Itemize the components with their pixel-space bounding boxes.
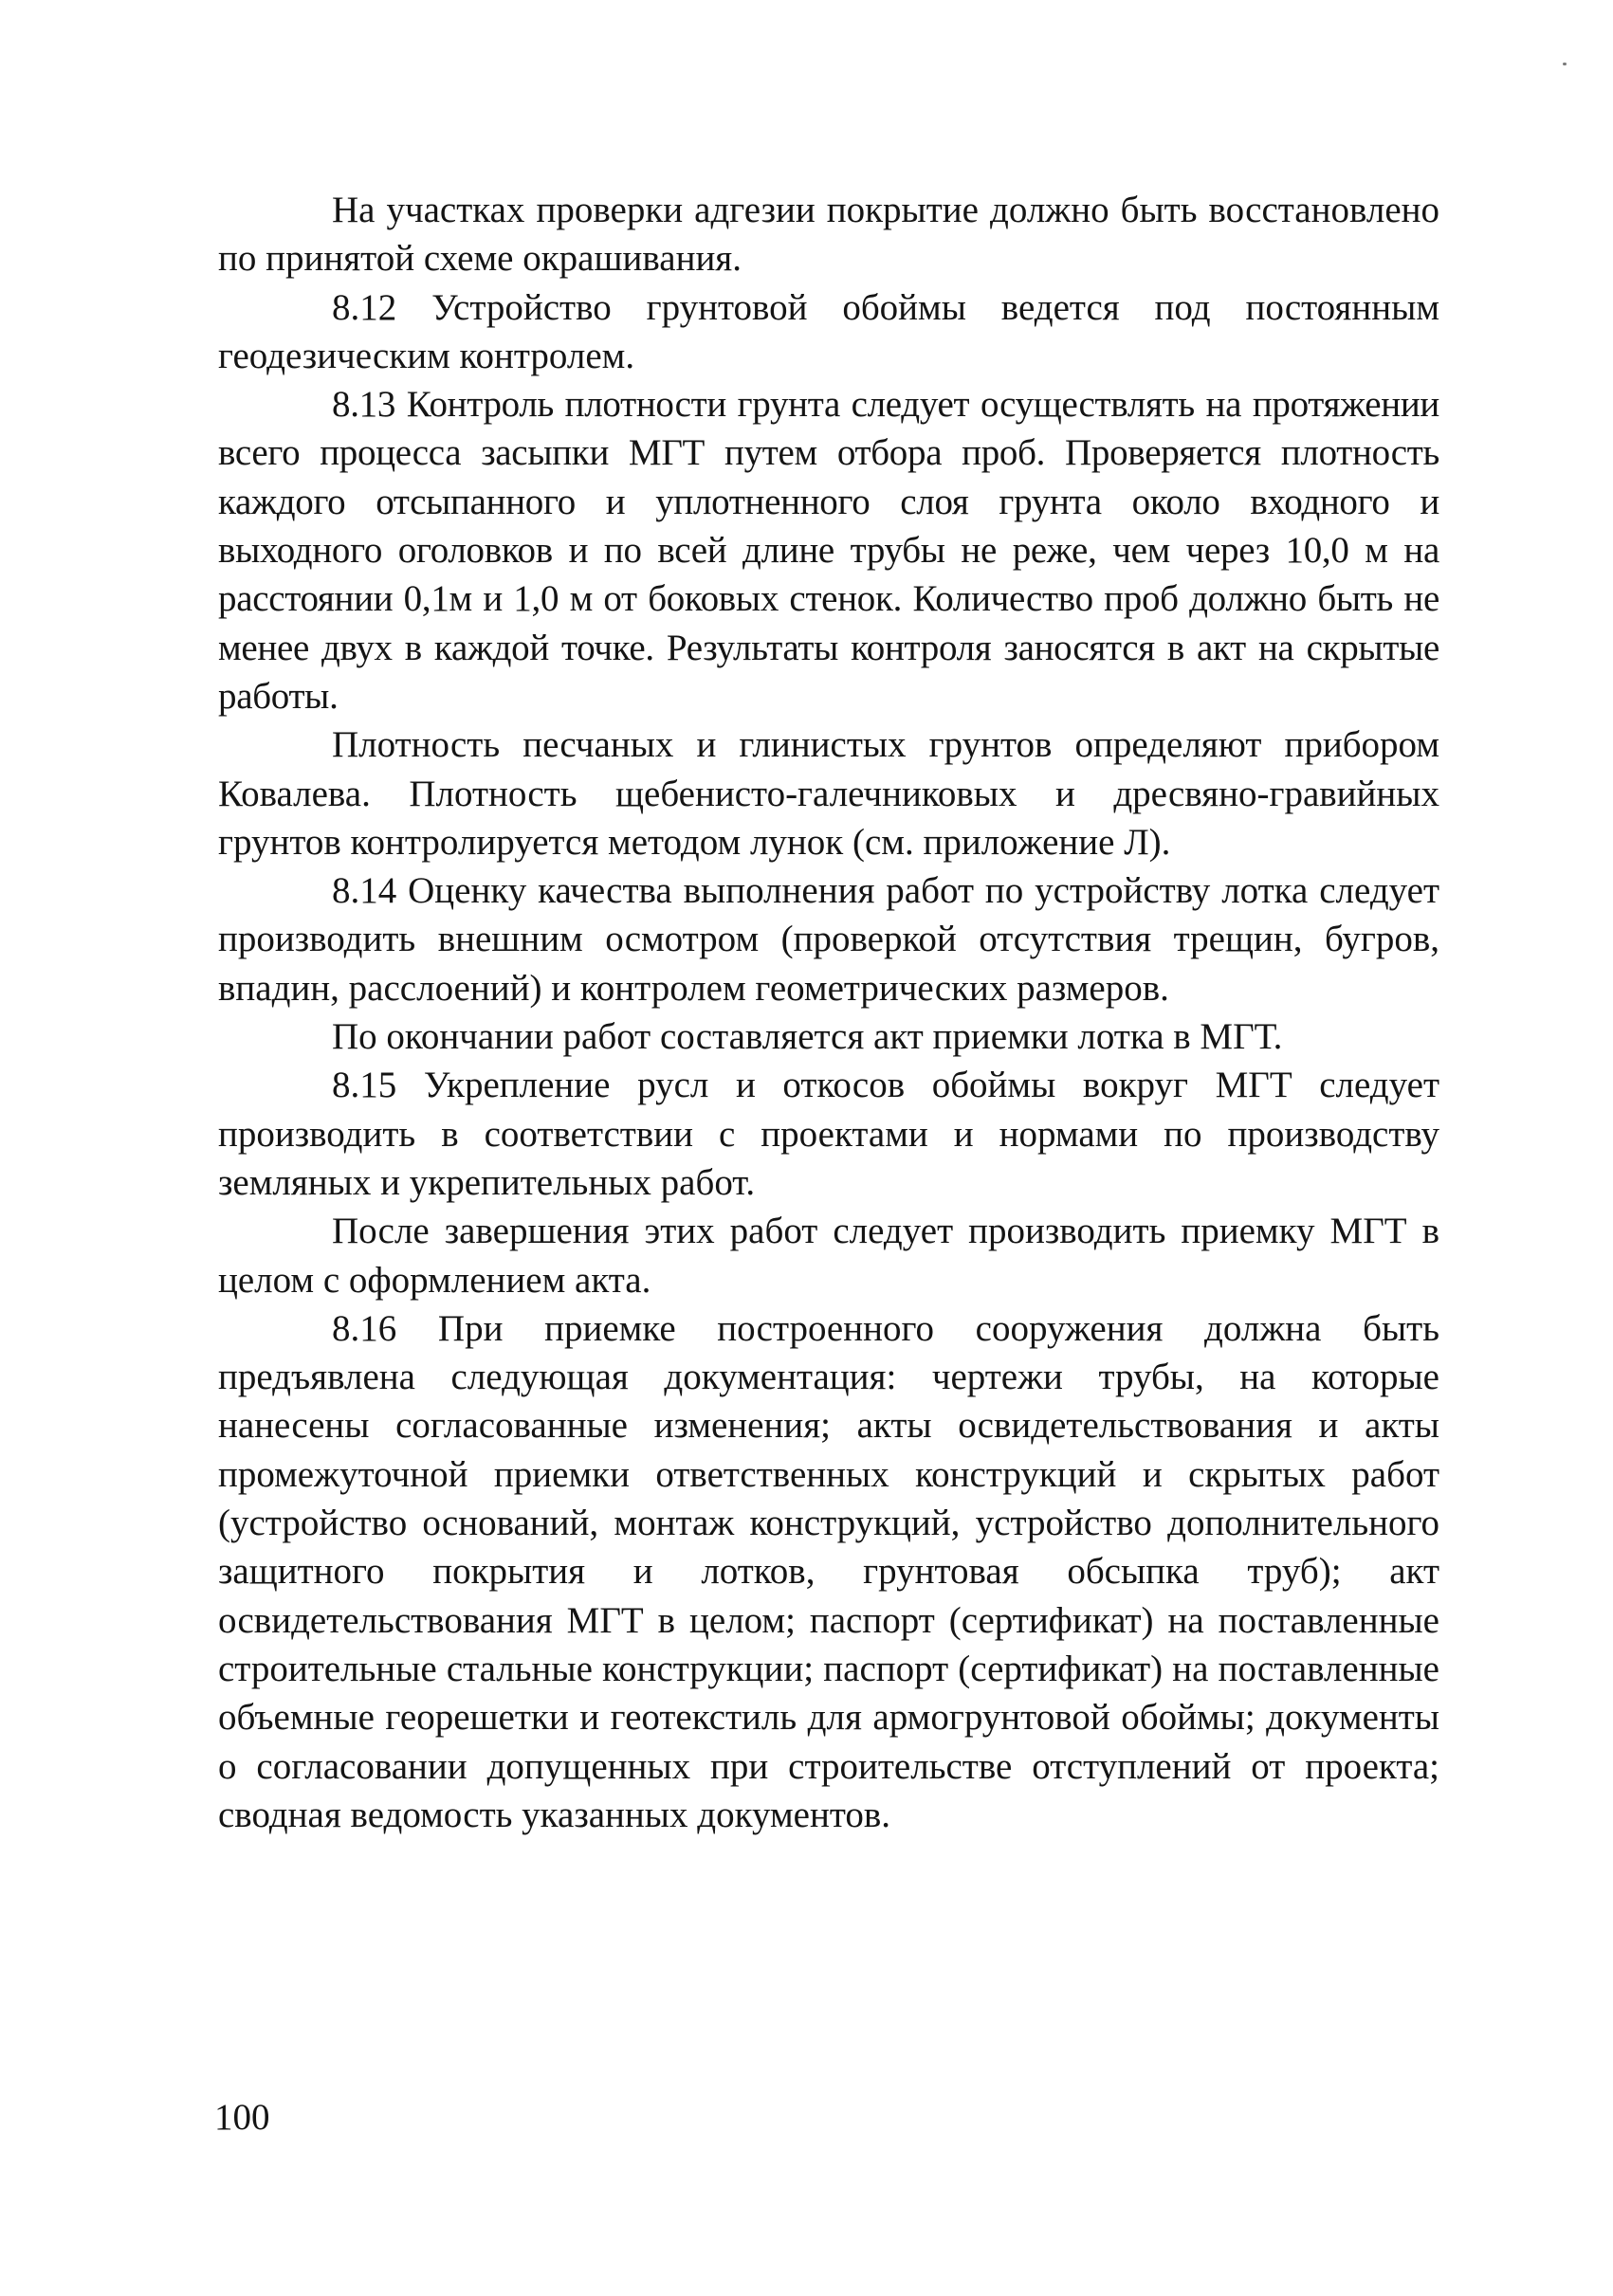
page-number: 100 [214, 2097, 270, 2138]
body-text [218, 186, 1439, 1839]
paragraph-8-12-geodetic-control: 8.12 Устройство грунтовой обоймы ведется под постоянным геодезическим контролем. [218, 286, 1439, 376]
paragraph-8-14-tray-quality: 8.14 Оценку качества выполнения работ по устройству лотка следует производить внешним осмотром (проверкой отсутствия трещин, бугров, впадин, расслоений) и контролем геометрических размеров. [218, 870, 1439, 1009]
paragraph-adhesion-restoration: На участках проверки адгезии покрытие должно быть восстановлено по принятой схеме окрашивания. [218, 190, 1439, 280]
scan-speck [1563, 63, 1567, 65]
paragraph-8-13-soil-density-control: 8.13 Контроль плотности грунта следует осуществлять на протяжении всего процесса засыпки МГТ путем отбора проб. Проверяется плотность каждого отсыпанного и уплотненного слоя грунта около входного и выходного оголовков и по всей длине трубы не реже, чем через 10,0 м на расстоянии 0,1м и 1,0 м от боковых стенок. Количество проб должно быть не менее двух в каждой точке. Результаты контроля заносятся в акт на скрытые работы. [218, 384, 1439, 717]
paragraph-density-methods: Плотность песчаных и глинистых грунтов определяют прибором Ковалева. Плотность щебенисто-галечниковых и дресвяно-гравийных грунтов контролируется методом лунок (см. приложение Л). [218, 724, 1439, 863]
paragraph-tray-acceptance-act: По окончании работ составляется акт приемки лотка в МГТ. [332, 1016, 1283, 1058]
paragraph-mgt-acceptance: После завершения этих работ следует производить приемку МГТ в целом с оформлением акта. [218, 1211, 1439, 1301]
paragraph-8-15-slope-reinforcement: 8.15 Укрепление русл и откосов обоймы вокруг МГТ следует производить в соответствии с проектами и нормами по производству земляных и укрепительных работ. [218, 1065, 1439, 1203]
paragraph-8-16-documentation: 8.16 При приемке построенного сооружения должна быть предъявлена следующая документация: чертежи трубы, на которые нанесены согласованные изменения; акты освидетельствования и акты промежуточной приемки ответственных конструкций и скрытых работ (устройство оснований, монтаж конструкций, устройство дополнительного защитного покрытия и лотков, грунтовая обсыпка труб); акт освидетельствования МГТ в целом; паспорт (сертификат) на поставленные строительные стальные конструкции; паспорт (сертификат) на поставленные объемные георешетки и геотекстиль для армогрунтовой обоймы; документы о согласовании допущенных при строительстве отступлений от проекта; сводная ведомость указанных документов. [218, 1307, 1439, 1835]
